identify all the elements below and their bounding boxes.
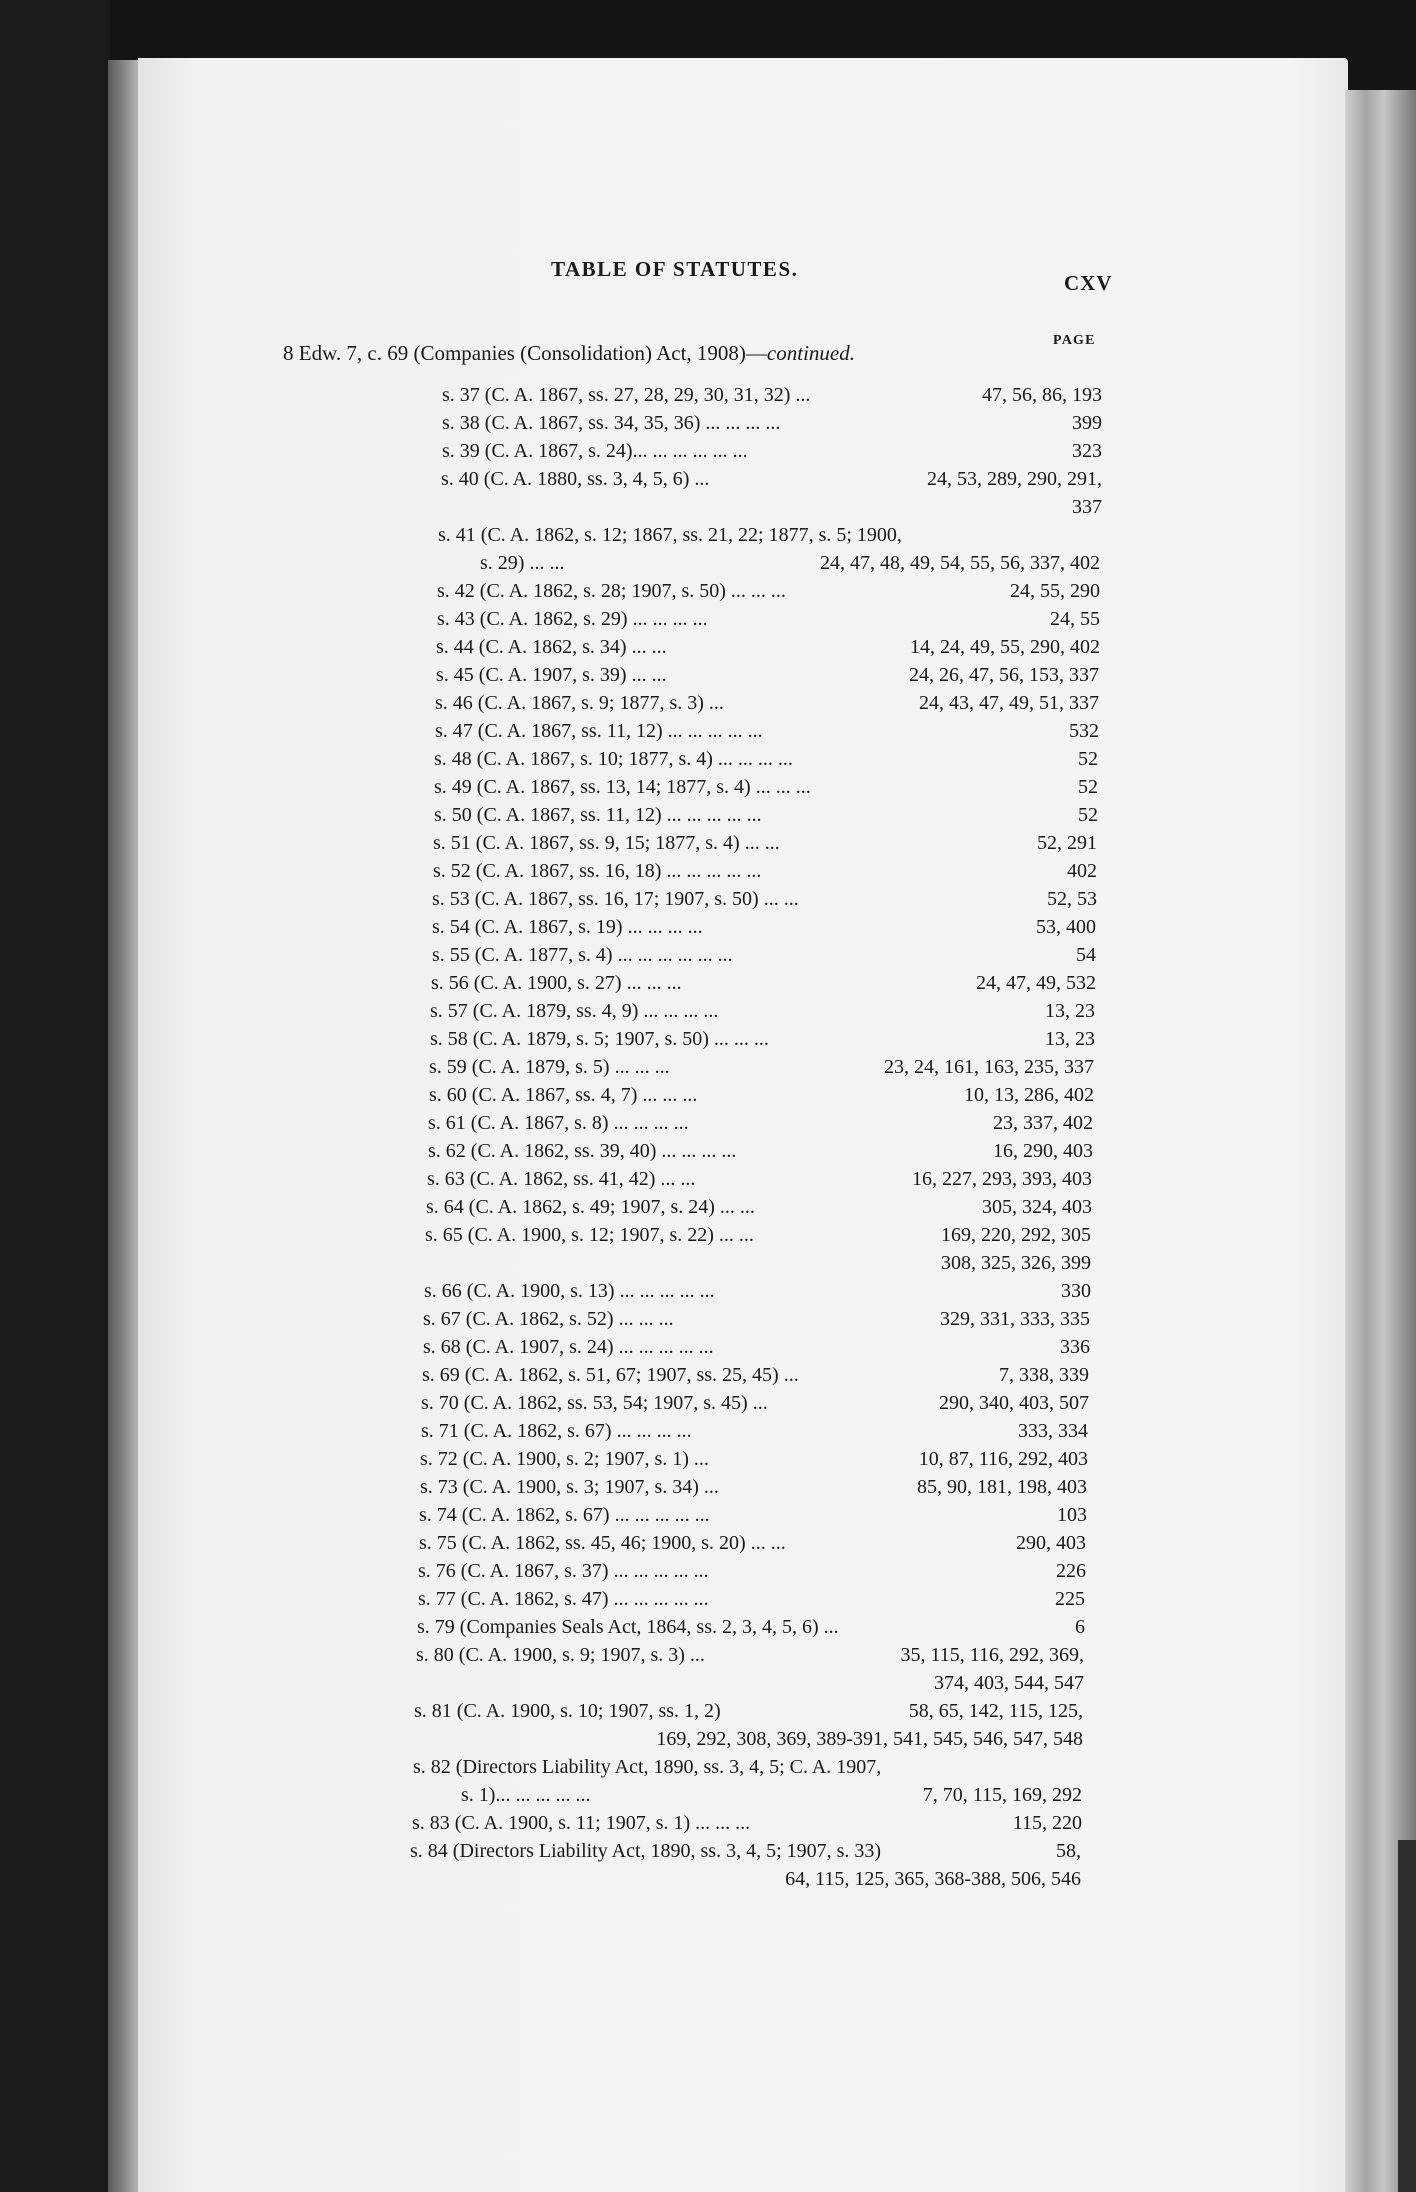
entry-text: s. 61 (C. A. 1867, s. 8) ... ... ... ... bbox=[428, 1112, 689, 1134]
entry-pages: 330 bbox=[1061, 1280, 1091, 1302]
entry-pages: 24, 47, 48, 49, 54, 55, 56, 337, 402 bbox=[820, 552, 1100, 574]
statute-entry bbox=[434, 745, 1098, 773]
statute-entry bbox=[423, 1305, 1090, 1333]
entry-pages: 169, 220, 292, 305 bbox=[941, 1224, 1091, 1246]
entry-text: s. 59 (C. A. 1879, s. 5) ... ... ... bbox=[429, 1056, 670, 1078]
entry-pages: 24, 53, 289, 290, 291, bbox=[927, 468, 1102, 490]
statute-entry bbox=[420, 1445, 1088, 1473]
entry-text: s. 62 (C. A. 1862, ss. 39, 40) ... ... ... ... bbox=[428, 1140, 737, 1162]
entry-text: s. 53 (C. A. 1867, ss. 16, 17; 1907, s. 50) ... ... bbox=[432, 888, 799, 910]
entry-pages: 16, 290, 403 bbox=[993, 1140, 1093, 1162]
entry-pages: 23, 24, 161, 163, 235, 337 bbox=[884, 1056, 1094, 1078]
entry-text: s. 79 (Companies Seals Act, 1864, ss. 2, 3, 4, 5, 6) ... bbox=[417, 1616, 839, 1638]
statute-entry bbox=[461, 1781, 1082, 1809]
entry-pages: 308, 325, 326, 399 bbox=[941, 1252, 1091, 1274]
statute-entry bbox=[427, 1165, 1092, 1193]
entry-text: s. 57 (C. A. 1879, ss. 4, 9) ... ... ... ... bbox=[430, 1000, 719, 1022]
entry-pages: 47, 56, 86, 193 bbox=[982, 384, 1102, 406]
entry-pages: 24, 55 bbox=[1050, 608, 1100, 630]
statute-entry bbox=[425, 1221, 1091, 1249]
entry-text: s. 44 (C. A. 1862, s. 34) ... ... bbox=[436, 636, 667, 658]
statute-entry bbox=[436, 633, 1100, 661]
statute-entry bbox=[429, 1053, 1094, 1081]
entry-text: s. 71 (C. A. 1862, s. 67) ... ... ... ... bbox=[421, 1420, 692, 1442]
statute-entry bbox=[441, 493, 1102, 521]
statute-entry bbox=[414, 1697, 1083, 1725]
statute-entry bbox=[418, 1557, 1086, 1585]
entry-text: s. 58 (C. A. 1879, s. 5; 1907, s. 50) ... ... ... bbox=[430, 1028, 769, 1050]
statute-entry bbox=[426, 1193, 1092, 1221]
entry-pages: 226 bbox=[1056, 1560, 1086, 1582]
statute-entry bbox=[416, 1641, 1084, 1669]
entry-pages: 333, 334 bbox=[1018, 1420, 1088, 1442]
entry-text: s. 65 (C. A. 1900, s. 12; 1907, s. 22) ... ... bbox=[425, 1224, 754, 1246]
entry-pages: 6 bbox=[1075, 1616, 1085, 1638]
entry-text: s. 80 (C. A. 1900, s. 9; 1907, s. 3) ... bbox=[416, 1644, 705, 1666]
entry-pages: 323 bbox=[1072, 440, 1102, 462]
entry-pages: 374, 403, 544, 547 bbox=[934, 1672, 1084, 1694]
statute-entry bbox=[428, 1109, 1093, 1137]
statute-entry bbox=[413, 1753, 1082, 1781]
entry-text: s. 50 (C. A. 1867, ss. 11, 12) ... ... ... ... ... bbox=[434, 804, 762, 826]
entry-pages: 290, 403 bbox=[1016, 1532, 1086, 1554]
entry-text: s. 55 (C. A. 1877, s. 4) ... ... ... ... ... ... bbox=[432, 944, 733, 966]
statute-entry bbox=[435, 689, 1099, 717]
entry-pages: 305, 324, 403 bbox=[982, 1196, 1092, 1218]
entry-pages: 58, 65, 142, 115, 125, bbox=[908, 1700, 1083, 1722]
entry-pages: 169, 292, 308, 369, 389-391, 541, 545, 546, 547, 548 bbox=[656, 1728, 1083, 1750]
statute-entry bbox=[421, 1417, 1088, 1445]
entry-pages: 53, 400 bbox=[1036, 916, 1096, 938]
statute-entry bbox=[423, 1333, 1090, 1361]
entry-text: s. 38 (C. A. 1867, ss. 34, 35, 36) ... ... ... ... bbox=[442, 412, 781, 434]
act-title: 8 Edw. 7, c. 69 (Companies (Consolidation) Act, 1908)— bbox=[283, 341, 767, 365]
entry-pages: 225 bbox=[1055, 1588, 1085, 1610]
statute-entry bbox=[430, 997, 1095, 1025]
statute-entry bbox=[434, 801, 1098, 829]
statute-entry bbox=[418, 1585, 1085, 1613]
statute-entry bbox=[420, 1473, 1087, 1501]
statute-entry bbox=[419, 1529, 1086, 1557]
entry-pages: 24, 26, 47, 56, 153, 337 bbox=[909, 664, 1099, 686]
entry-pages: 7, 70, 115, 169, 292 bbox=[922, 1784, 1082, 1806]
statute-entry bbox=[412, 1809, 1082, 1837]
entry-pages: 52, 53 bbox=[1047, 888, 1097, 910]
entry-pages: 85, 90, 181, 198, 403 bbox=[917, 1476, 1087, 1498]
page-number: CXV bbox=[1064, 271, 1113, 295]
entry-pages: 24, 43, 47, 49, 51, 337 bbox=[919, 692, 1099, 714]
entry-text: s. 60 (C. A. 1867, ss. 4, 7) ... ... ... bbox=[429, 1084, 698, 1106]
entry-pages: 52 bbox=[1078, 804, 1098, 826]
entry-text: s. 70 (C. A. 1862, ss. 53, 54; 1907, s. 45) ... bbox=[421, 1392, 768, 1414]
statute-entry bbox=[432, 885, 1097, 913]
entry-text: s. 47 (C. A. 1867, ss. 11, 12) ... ... ... ... ... bbox=[435, 720, 763, 742]
entry-text: s. 52 (C. A. 1867, ss. 16, 18) ... ... ... ... ... bbox=[433, 860, 762, 882]
continued-label: continued. bbox=[766, 341, 855, 365]
statute-entry bbox=[442, 437, 1102, 465]
statute-entry bbox=[438, 521, 1100, 549]
entry-pages: 103 bbox=[1057, 1504, 1087, 1526]
statute-entry bbox=[416, 1669, 1084, 1697]
entry-text: s. 64 (C. A. 1862, s. 49; 1907, s. 24) ... ... bbox=[426, 1196, 755, 1218]
entry-text: s. 39 (C. A. 1867, s. 24)... ... ... ... ... ... bbox=[442, 440, 748, 462]
entry-text: s. 56 (C. A. 1900, s. 27) ... ... ... bbox=[431, 972, 682, 994]
entry-text: s. 45 (C. A. 1907, s. 39) ... ... bbox=[436, 664, 667, 686]
entry-text: s. 67 (C. A. 1862, s. 52) ... ... ... bbox=[423, 1308, 674, 1330]
entry-pages: 35, 115, 116, 292, 369, bbox=[900, 1644, 1084, 1666]
entry-text: s. 41 (C. A. 1862, s. 12; 1867, ss. 21, 22; 1877, s. 5; 1900, bbox=[438, 524, 902, 546]
statute-entry bbox=[433, 829, 1097, 857]
statute-entry bbox=[434, 773, 1098, 801]
entry-pages: 23, 337, 402 bbox=[993, 1112, 1093, 1134]
statute-entry bbox=[410, 1837, 1081, 1865]
entry-text: s. 51 (C. A. 1867, ss. 9, 15; 1877, s. 4) ... ... bbox=[433, 832, 780, 854]
entry-pages: 7, 338, 339 bbox=[999, 1364, 1089, 1386]
entry-pages: 24, 47, 49, 532 bbox=[976, 972, 1096, 994]
entry-pages: 13, 23 bbox=[1045, 1000, 1095, 1022]
entry-pages: 52, 291 bbox=[1037, 832, 1097, 854]
statute-entry bbox=[433, 857, 1097, 885]
entry-pages: 399 bbox=[1072, 412, 1102, 434]
entry-pages: 337 bbox=[1072, 496, 1102, 518]
statute-entry bbox=[429, 1081, 1094, 1109]
entry-text: s. 49 (C. A. 1867, ss. 13, 14; 1877, s. 4) ... ... ... bbox=[434, 776, 811, 798]
statute-entry bbox=[422, 1361, 1089, 1389]
statute-entry bbox=[436, 661, 1099, 689]
page-column-label: PAGE bbox=[1053, 333, 1096, 348]
entry-text: s. 83 (C. A. 1900, s. 11; 1907, s. 1) ... ... ... bbox=[412, 1812, 751, 1834]
entry-text: s. 54 (C. A. 1867, s. 19) ... ... ... ... bbox=[432, 916, 703, 938]
entry-text: s. 29) ... ... bbox=[480, 552, 565, 574]
entry-text: s. 72 (C. A. 1900, s. 2; 1907, s. 1) ... bbox=[420, 1448, 709, 1470]
entry-text: s. 69 (C. A. 1862, s. 51, 67; 1907, ss. 25, 45) ... bbox=[422, 1364, 799, 1386]
entry-pages: 336 bbox=[1060, 1336, 1090, 1358]
entry-pages: 402 bbox=[1067, 860, 1097, 882]
statute-entry bbox=[442, 381, 1102, 409]
entry-pages: 10, 13, 286, 402 bbox=[964, 1084, 1094, 1106]
entry-text: s. 77 (C. A. 1862, s. 47) ... ... ... ... ... bbox=[418, 1588, 709, 1610]
statute-entry bbox=[442, 409, 1102, 437]
entry-text: s. 76 (C. A. 1867, s. 37) ... ... ... ... ... bbox=[418, 1560, 709, 1582]
entry-text: s. 66 (C. A. 1900, s. 13) ... ... ... ... ... bbox=[424, 1280, 715, 1302]
entry-pages: 532 bbox=[1069, 720, 1099, 742]
statute-entry bbox=[437, 605, 1100, 633]
entry-pages: 54 bbox=[1076, 944, 1096, 966]
entry-text: s. 46 (C. A. 1867, s. 9; 1877, s. 3) ... bbox=[435, 692, 724, 714]
statute-entry bbox=[410, 1865, 1081, 1893]
entry-text: s. 42 (C. A. 1862, s. 28; 1907, s. 50) ... ... ... bbox=[437, 580, 786, 602]
entry-pages: 52 bbox=[1078, 748, 1098, 770]
entry-text: s. 40 (C. A. 1880, ss. 3, 4, 5, 6) ... bbox=[441, 468, 710, 490]
entry-text: s. 37 (C. A. 1867, ss. 27, 28, 29, 30, 31, 32) ... bbox=[442, 384, 811, 406]
entry-pages: 329, 331, 333, 335 bbox=[940, 1308, 1090, 1330]
statute-entry bbox=[435, 717, 1099, 745]
entry-pages: 24, 55, 290 bbox=[1010, 580, 1100, 602]
statute-entry bbox=[414, 1725, 1083, 1753]
entry-text: s. 84 (Directors Liability Act, 1890, ss. 3, 4, 5; 1907, s. 33) bbox=[410, 1840, 882, 1862]
statute-entry bbox=[480, 549, 1100, 577]
entry-text: s. 48 (C. A. 1867, s. 10; 1877, s. 4) ... ... ... ... bbox=[434, 748, 793, 770]
entry-pages: 290, 340, 403, 507 bbox=[939, 1392, 1089, 1414]
statute-entry bbox=[432, 941, 1096, 969]
statute-entry bbox=[430, 1025, 1095, 1053]
entry-text: s. 73 (C. A. 1900, s. 3; 1907, s. 34) ... bbox=[420, 1476, 719, 1498]
statute-entry bbox=[417, 1613, 1085, 1641]
entry-pages: 58, bbox=[1056, 1840, 1081, 1862]
entry-text: s. 74 (C. A. 1862, s. 67) ... ... ... ... ... bbox=[419, 1504, 710, 1526]
entry-text: s. 68 (C. A. 1907, s. 24) ... ... ... ... ... bbox=[423, 1336, 714, 1358]
entry-pages: 64, 115, 125, 365, 368-388, 506, 546 bbox=[785, 1868, 1081, 1890]
entry-pages: 16, 227, 293, 393, 403 bbox=[912, 1168, 1092, 1190]
entry-pages: 52 bbox=[1078, 776, 1098, 798]
statute-entry bbox=[419, 1501, 1087, 1529]
statute-entry bbox=[424, 1277, 1091, 1305]
entry-pages: 13, 23 bbox=[1045, 1028, 1095, 1050]
statute-entry bbox=[432, 913, 1096, 941]
statute-entry bbox=[425, 1249, 1091, 1277]
entry-pages: 10, 87, 116, 292, 403 bbox=[918, 1448, 1088, 1470]
statute-entry bbox=[428, 1137, 1093, 1165]
statute-entry bbox=[437, 577, 1100, 605]
statute-entry bbox=[441, 465, 1102, 493]
entry-pages: 14, 24, 49, 55, 290, 402 bbox=[910, 636, 1100, 658]
entry-text: s. 82 (Directors Liability Act, 1890, ss. 3, 4, 5; C. A. 1907, bbox=[413, 1756, 882, 1778]
entry-text: s. 81 (C. A. 1900, s. 10; 1907, ss. 1, 2) bbox=[414, 1700, 721, 1722]
statute-entry bbox=[421, 1389, 1089, 1417]
running-title: TABLE OF STATUTES. bbox=[551, 257, 799, 281]
entry-text: s. 1)... ... ... ... ... bbox=[461, 1784, 591, 1806]
entry-text: s. 63 (C. A. 1862, ss. 41, 42) ... ... bbox=[427, 1168, 696, 1190]
entry-text: s. 43 (C. A. 1862, s. 29) ... ... ... ... bbox=[437, 608, 708, 630]
entry-pages: 115, 220 bbox=[1012, 1812, 1082, 1834]
statute-entry bbox=[431, 969, 1096, 997]
entry-text: s. 75 (C. A. 1862, ss. 45, 46; 1900, s. 20) ... ... bbox=[419, 1532, 786, 1554]
